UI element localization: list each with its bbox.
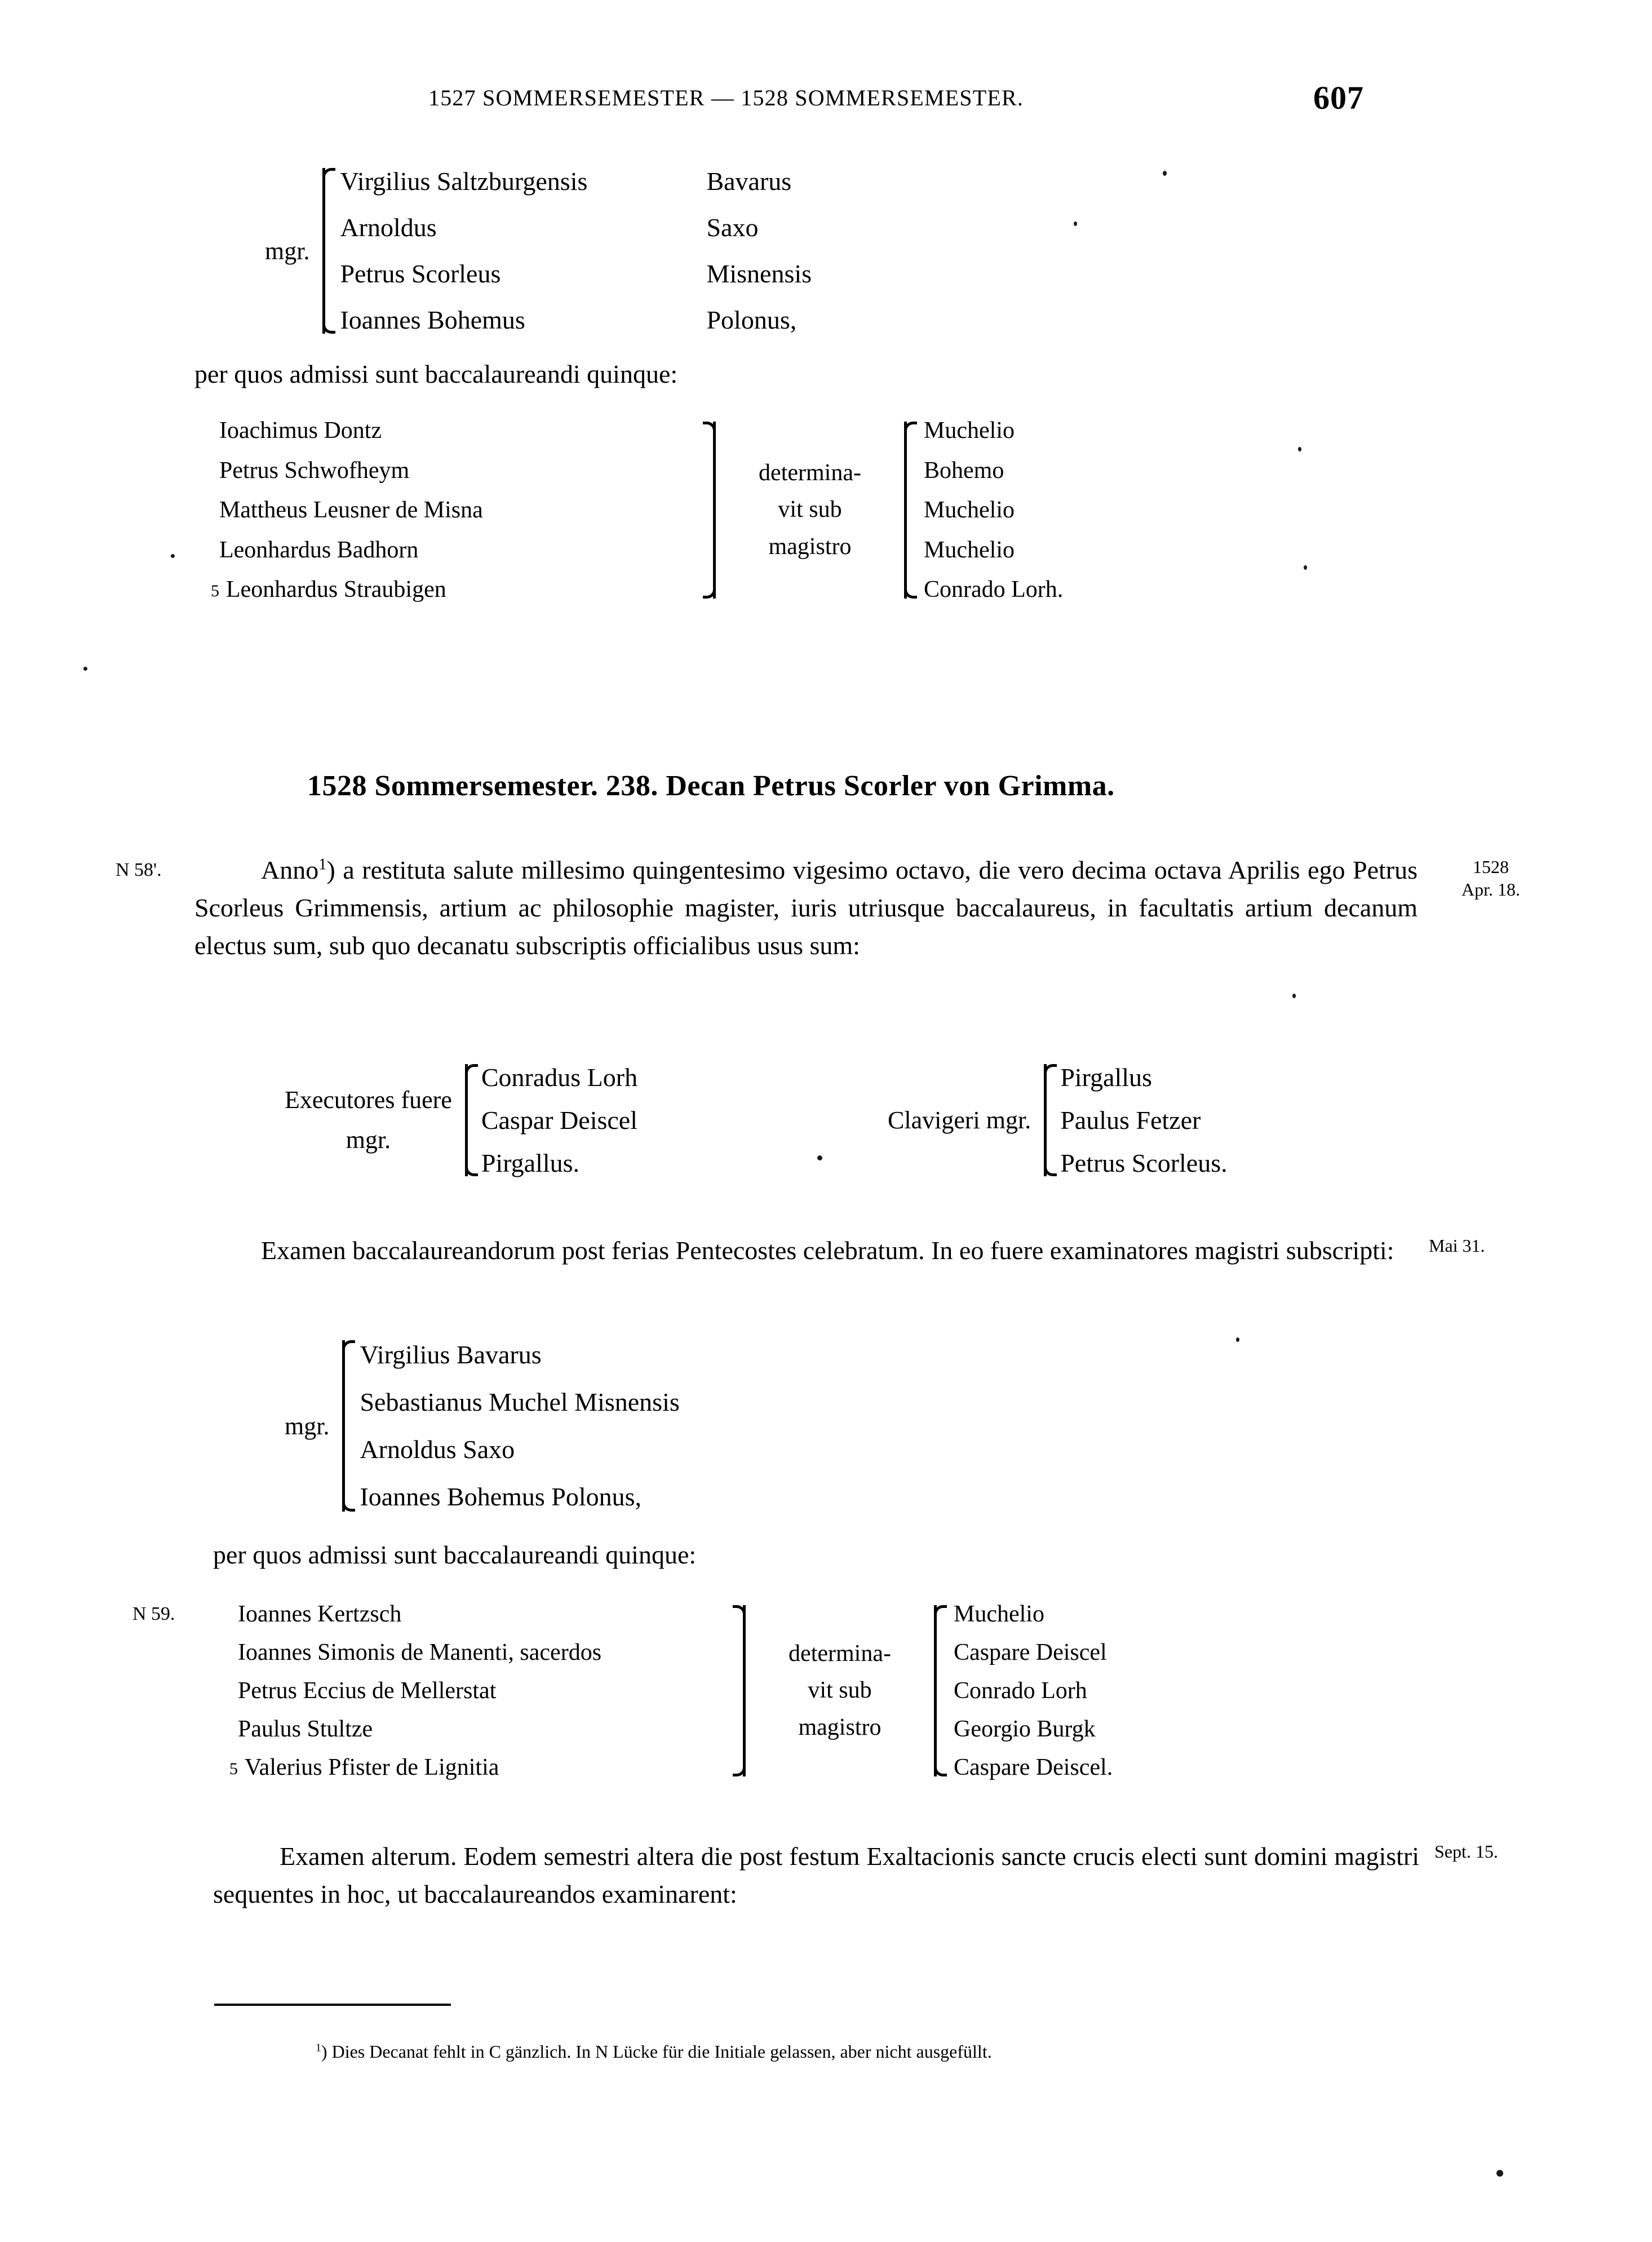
- candidate-names-1: [194, 417, 702, 603]
- master-name: Ioannes Bohemus Polonus,: [360, 1482, 642, 1511]
- executores-list: [475, 1062, 638, 1177]
- executores-label: [285, 1080, 460, 1160]
- list-item: [213, 1716, 732, 1743]
- masters-list-2: [352, 1342, 679, 1510]
- master-origin: Bavarus: [706, 167, 792, 196]
- master-row: [360, 1389, 679, 1415]
- candidate-name: Valerius Pfister de Lignitia: [245, 1754, 499, 1780]
- master-row: [340, 307, 812, 333]
- master-origin: Polonus,: [706, 305, 797, 334]
- scan-speck: [171, 554, 175, 558]
- footnote-rule: [214, 2004, 451, 2006]
- right-brace-1: [702, 417, 721, 603]
- candidate-name: Leonhardus Badhorn: [219, 537, 419, 563]
- candidate-name: Petrus Eccius de Mellerstat: [238, 1678, 497, 1704]
- scan-speck: [83, 667, 87, 671]
- official-row: [481, 1062, 638, 1092]
- master-name: Sebastianus Muchel Misnensis: [360, 1388, 680, 1416]
- margin-note-sept15: Sept. 15.: [1434, 1841, 1498, 1862]
- footnote-text: ) Dies Decanat fehlt in C gänzlich. In N Lücke für die Initiale gelassen, aber nicht ausgefüllt.: [321, 2041, 992, 2062]
- margin-note-date-apr18: [1429, 856, 1553, 901]
- master-name: Conrado Lorh: [954, 1678, 1087, 1704]
- master-name: Arnoldus: [340, 213, 437, 242]
- mgr-label-1: mgr.: [265, 237, 310, 265]
- candidate-name: Paulus Stultze: [238, 1716, 373, 1742]
- masters-brace-group-1: [265, 163, 941, 338]
- footnote: [316, 2040, 992, 2064]
- official-row: [1060, 1062, 1227, 1092]
- scan-speck: [1292, 994, 1296, 998]
- paragraph-examen-1-text: Examen baccalaureandorum post ferias Pentecostes celebratum. In eo fuere examinatores magistri subscripti:: [261, 1236, 1394, 1265]
- master-origin: Saxo: [706, 213, 759, 242]
- candidate-name: Ioannes Simonis de Manenti, sacerdos: [238, 1640, 602, 1665]
- list-item: [194, 457, 702, 484]
- left-brace-clavigeri: [1039, 1060, 1053, 1181]
- paragraph-examen-alterum-text: Examen alterum. Eodem semestri altera die post festum Exaltacionis sancte crucis electi sunt domini magistri sequentes in hoc, ut baccalaureandos examinarent:: [213, 1842, 1419, 1909]
- determinavit-line: determina-: [789, 1641, 891, 1667]
- master-name: Bohemo: [924, 457, 1004, 484]
- candidate-name: Ioannes Kertzsch: [238, 1601, 402, 1627]
- left-brace-masters-1: [899, 417, 918, 603]
- master-row: [360, 1342, 679, 1368]
- determinavit-line: vit sub: [778, 497, 842, 523]
- master-row: [340, 261, 812, 287]
- determinavit-line: determina-: [759, 460, 861, 486]
- official-name: Conradus Lorh: [481, 1062, 638, 1092]
- official-name: Paulus Fetzer: [1060, 1105, 1201, 1135]
- right-brace-2: [732, 1601, 751, 1781]
- left-brace-masters-2: [929, 1601, 948, 1781]
- running-head: [0, 79, 1652, 124]
- masters-brace-group-2: [285, 1336, 1017, 1516]
- candidate-names-2: [213, 1601, 732, 1781]
- list-item: [194, 576, 702, 603]
- official-name: Pirgallus: [1060, 1062, 1152, 1092]
- footnote-marker: 1: [318, 856, 327, 874]
- determinavit-table-1: [194, 417, 1096, 603]
- executores-group: [285, 1060, 792, 1181]
- official-name: Pirgallus.: [481, 1148, 580, 1177]
- margin-note-n58: N 58'.: [116, 859, 162, 880]
- masters-list-1: [332, 169, 812, 333]
- candidate-name: Petrus Schwofheym: [219, 457, 410, 484]
- list-item: [213, 1639, 732, 1666]
- paragraph-anno-word: Anno: [261, 856, 319, 884]
- list-number: 5: [229, 1760, 238, 1778]
- admissi-intro-1: per quos admissi sunt baccalaureandi quinque:: [194, 360, 678, 388]
- margin-note-mai31: Mai 31.: [1429, 1235, 1485, 1256]
- clavigeri-list: [1053, 1062, 1228, 1177]
- executores-label-line1: Executores fuere: [285, 1086, 452, 1114]
- admissi-intro-2: per quos admissi sunt baccalaureandi quinque:: [213, 1540, 697, 1569]
- determinavit-table-2: [213, 1601, 1171, 1781]
- master-row: [360, 1484, 679, 1510]
- master-names-2: [948, 1601, 1113, 1781]
- scan-speck: [1163, 171, 1167, 176]
- section-heading: 1528 Sommersemester. 238. Decan Petrus Scorler von Grimma.: [307, 770, 1115, 802]
- list-item: [213, 1601, 732, 1628]
- master-row: [340, 169, 812, 194]
- master-row: [340, 215, 812, 241]
- determinavit-label-2: [751, 1601, 929, 1781]
- determinavit-line: magistro: [798, 1714, 882, 1740]
- scan-speck: [817, 1155, 822, 1160]
- master-name: Caspare Deiscel.: [954, 1754, 1113, 1780]
- master-name: Muchelio: [924, 497, 1015, 523]
- master-name: Ioannes Bohemus: [340, 305, 525, 334]
- master-name: Muchelio: [924, 537, 1015, 563]
- master-row: [360, 1437, 679, 1463]
- margin-year: 1528: [1473, 857, 1509, 877]
- paragraph-examen-1: [194, 1231, 1418, 1269]
- official-row: [1060, 1107, 1227, 1133]
- master-name: Virgilius Bavarus: [360, 1340, 542, 1369]
- official-row: [1060, 1150, 1227, 1176]
- official-row: [481, 1150, 637, 1176]
- master-name: Caspare Deiscel: [954, 1640, 1107, 1665]
- left-brace-2: [337, 1336, 352, 1516]
- master-name: Muchelio: [954, 1601, 1044, 1627]
- master-name: Virgilius Saltzburgensis: [340, 167, 588, 196]
- candidate-name: Leonhardus Straubigen: [226, 577, 446, 602]
- list-item: [213, 1754, 732, 1781]
- list-item: [194, 497, 702, 524]
- scan-speck: [1074, 221, 1077, 226]
- margin-day: Apr. 18.: [1461, 879, 1520, 900]
- clavigeri-label: Clavigeri mgr.: [888, 1106, 1031, 1134]
- official-row: [481, 1107, 637, 1133]
- master-name: Arnoldus Saxo: [360, 1435, 515, 1464]
- determinavit-line: magistro: [768, 533, 852, 560]
- master-names-1: [918, 417, 1063, 603]
- executores-label-line2: mgr.: [346, 1126, 391, 1154]
- master-origin: Misnensis: [706, 259, 812, 288]
- determinavit-line: vit sub: [808, 1677, 872, 1704]
- footnote-marker-bottom: 1: [316, 2041, 321, 2054]
- candidate-name: Mattheus Leusner de Misna: [219, 497, 483, 523]
- clavigeri-group: [888, 1060, 1395, 1181]
- paragraph-anno-rest2: decima octava Aprilis ego Petrus Scorleus Grimmensis, artium ac philosophie magister, iuris utriusque baccalaureus, in facultatis artium decanum electus sum, sub quo decanatu subscriptis officialibus usus sum:: [194, 856, 1418, 960]
- scan-speck: [1236, 1337, 1239, 1342]
- mgr-label-2: mgr.: [285, 1412, 330, 1440]
- master-name: Muchelio: [924, 418, 1015, 444]
- paragraph-anno-rest1: ) a restituta salute millesimo quingentesimo vigesimo octavo, die vero: [326, 856, 1064, 884]
- running-head-title: 1527 SOMMERSEMESTER — 1528 SOMMERSEMESTER.: [428, 85, 1024, 110]
- master-name: Georgio Burgk: [954, 1716, 1096, 1742]
- official-name: Caspar Deiscel: [481, 1105, 637, 1135]
- master-name: Petrus Scorleus: [340, 259, 501, 288]
- left-brace-executores: [460, 1060, 475, 1181]
- paragraph-examen-alterum: [213, 1837, 1419, 1913]
- list-item: [194, 417, 702, 444]
- candidate-name: Ioachimus Dontz: [219, 418, 382, 444]
- left-brace-1: [317, 163, 332, 338]
- scan-speck: [1304, 565, 1307, 570]
- paragraph-anno: [194, 851, 1418, 964]
- margin-note-n59: N 59.: [132, 1603, 175, 1624]
- page-number: 607: [1313, 79, 1364, 116]
- list-item: [194, 537, 702, 564]
- list-number: 5: [211, 582, 219, 600]
- list-item: [213, 1677, 732, 1704]
- official-name: Petrus Scorleus.: [1060, 1148, 1228, 1177]
- scan-speck: [1496, 2170, 1503, 2177]
- master-name: Conrado Lorh.: [924, 577, 1064, 602]
- determinavit-label-1: [721, 417, 899, 603]
- scan-speck: [1298, 447, 1301, 451]
